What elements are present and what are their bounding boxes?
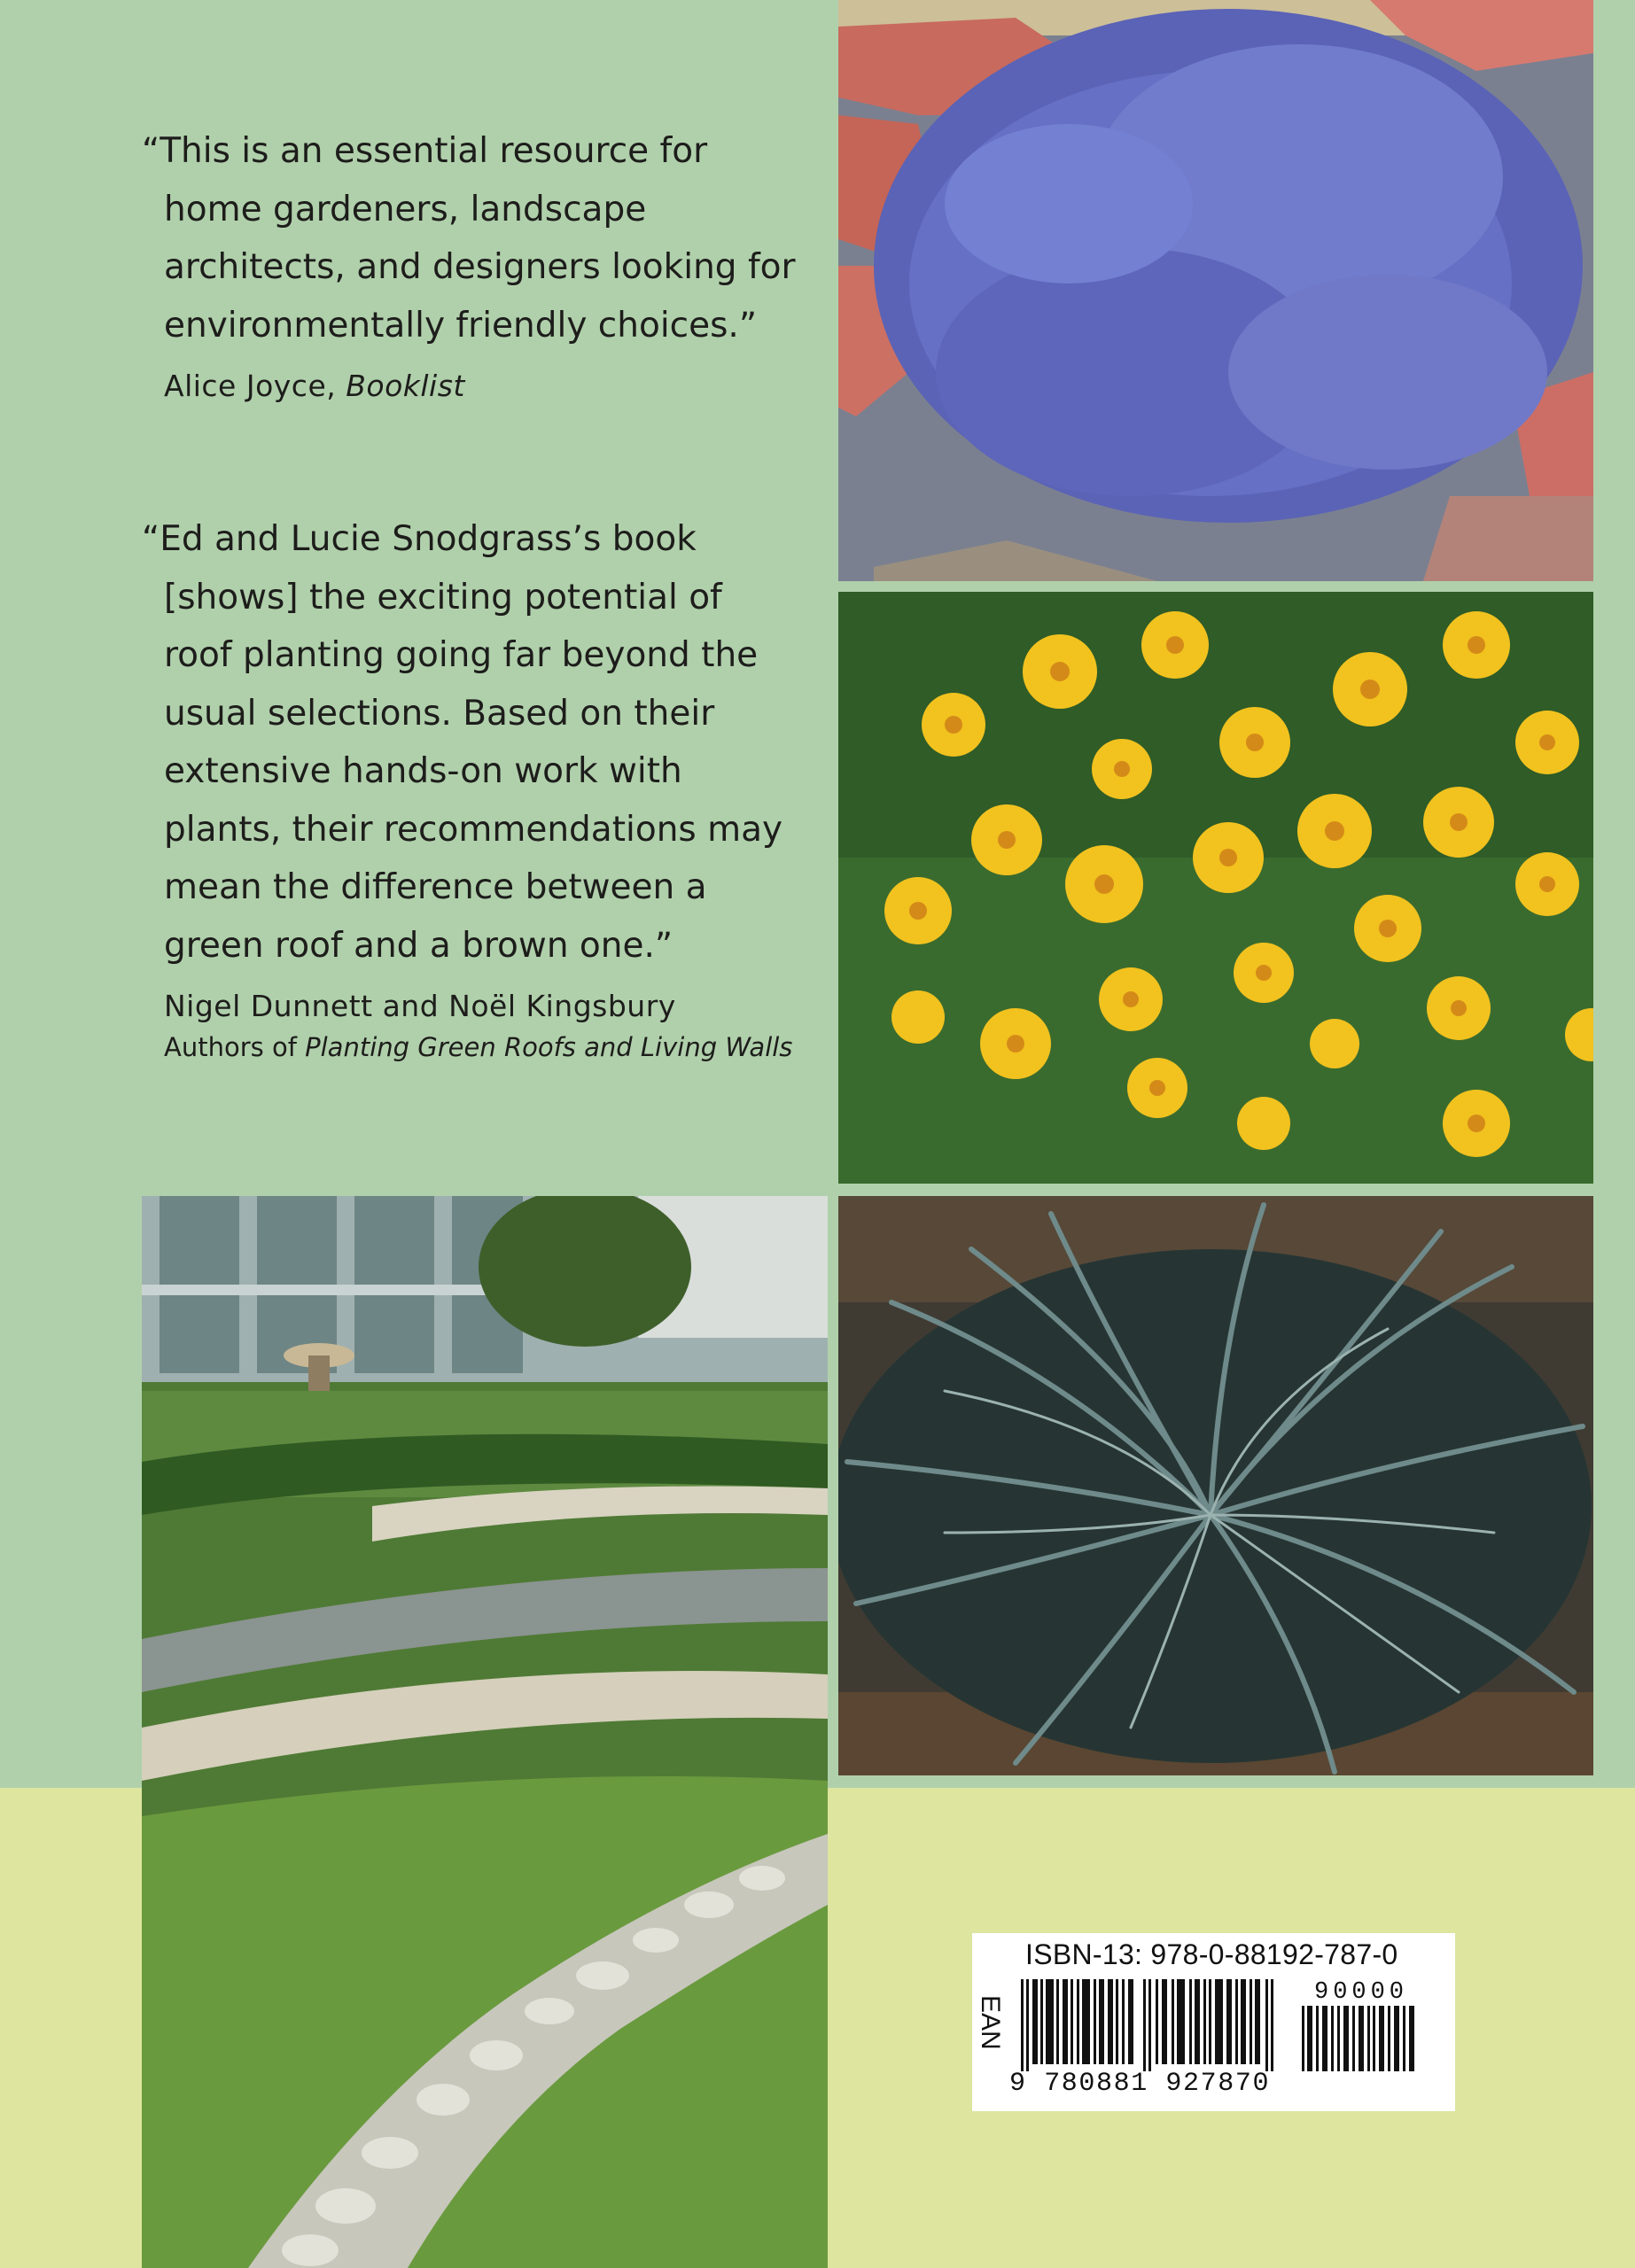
photo-yellow-daisies (838, 592, 1593, 1184)
quote-1-author: Alice Joyce, (164, 369, 337, 403)
isbn-barcode (972, 1933, 1455, 2111)
quote-1-attribution (142, 369, 815, 403)
quote-2-author: Nigel Dunnett and Noël Kingsbury (164, 989, 676, 1023)
addon-digits: 90000 (1314, 1979, 1409, 2006)
quote-1 (142, 122, 815, 403)
quote-1-text: “This is an essential resource for home gardeners, landscape architects, and designers looking for environmentally friendly choices.” (142, 131, 796, 346)
ean-digits: 9 780881 927870 (1009, 2069, 1271, 2099)
quote-2-text: “Ed and Lucie Snodgrass’s book [shows] the exciting potential of roof planting going far beyond the usual selections. Based on their extensive hands-on work with plants, their recommendations may mean the difference between a green roof and a brown one.” (142, 519, 783, 966)
photo-rooftop-garden (142, 1196, 828, 2268)
isbn-number: ISBN-13: 978-0-88192-787-0 (1025, 1938, 1398, 1970)
quote-1-source: Booklist (346, 369, 465, 403)
quote-2-credit-title: Planting Green Roofs and Living Walls (305, 1032, 793, 1062)
addon-bars (1302, 2006, 1417, 2071)
quote-2-credit (142, 1032, 798, 1062)
photo-black-grass (838, 1196, 1593, 1775)
photo-blue-flowers (838, 0, 1593, 581)
ean-bars (1021, 1979, 1287, 2071)
quote-2-credit-prefix: Authors of (164, 1032, 297, 1062)
ean-label: EAN (976, 1995, 1005, 2050)
quote-2 (142, 510, 798, 1062)
